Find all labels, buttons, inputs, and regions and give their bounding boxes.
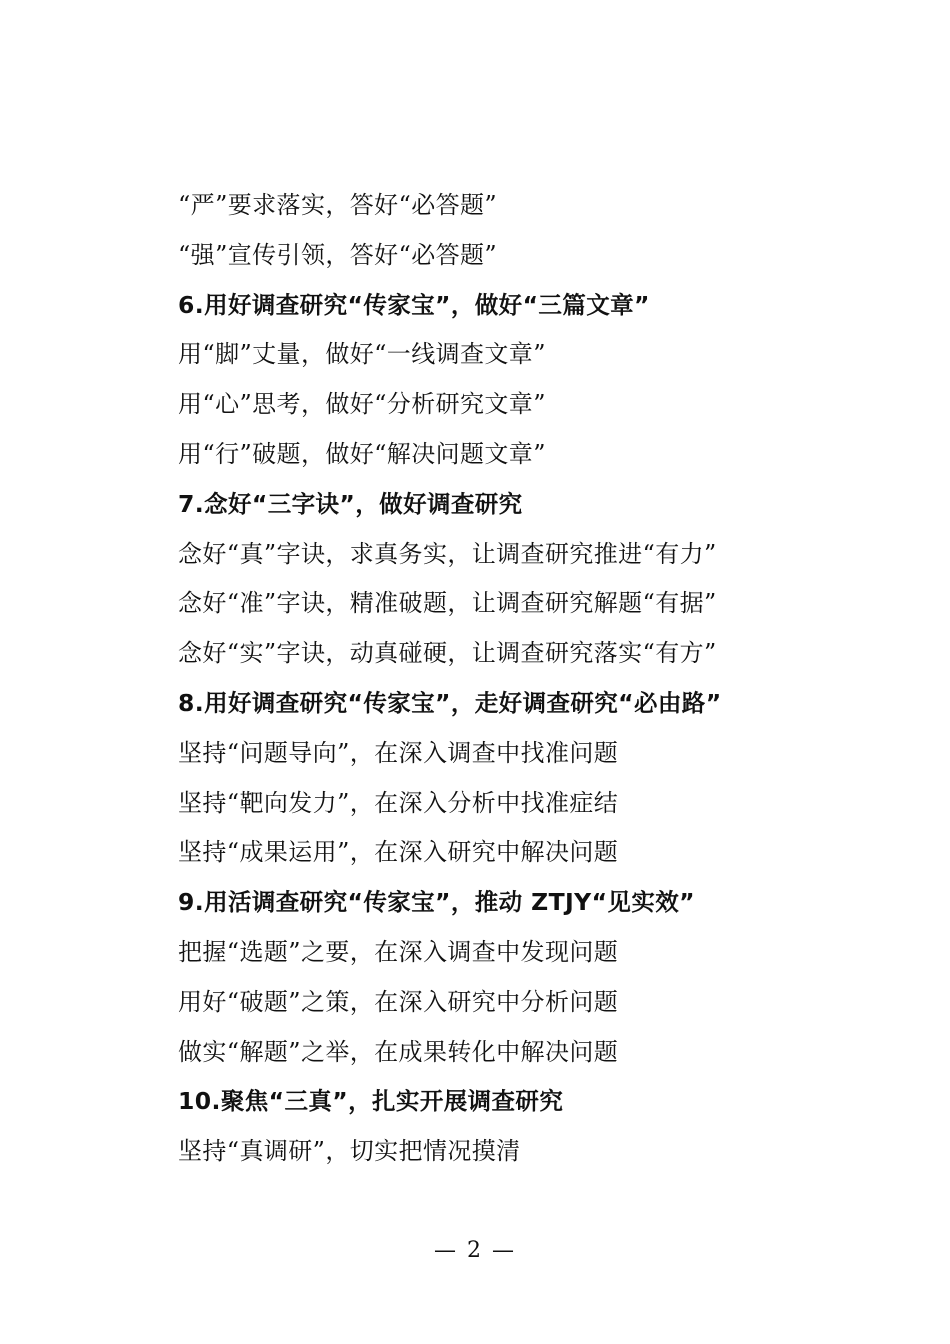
body-line: 用好“破题”之策，在深入研究中分析问题 — [178, 987, 619, 1016]
body-line: 念好“真”字诀，求真务实，让调查研究推进“有力” — [178, 539, 717, 568]
section-heading: 8.用好调查研究“传家宝”，走好调查研究“必由路” — [178, 688, 722, 717]
body-line: 把握“选题”之要，在深入调查中发现问题 — [178, 937, 619, 966]
body-line: 念好“准”字诀，精准破题，让调查研究解题“有据” — [178, 589, 717, 618]
section-heading: 9.用活调查研究“传家宝”，推动 ZTJY“见实效” — [178, 888, 695, 917]
section-heading: 10.聚焦“三真”，扎实开展调查研究 — [178, 1087, 564, 1116]
body-line: “严”要求落实，答好“必答题” — [178, 191, 498, 219]
body-line: 坚持“成果运用”，在深入研究中解决问题 — [178, 838, 619, 867]
section-heading: 6.用好调查研究“传家宝”，做好“三篇文章” — [178, 290, 650, 319]
body-line: 用“脚”丈量，做好“一线调查文章” — [178, 340, 546, 369]
body-line: 坚持“靶向发力”，在深入分析中找准症结 — [178, 788, 619, 817]
body-line: 用“行”破题，做好“解决问题文章” — [178, 439, 546, 468]
document-body — [178, 181, 818, 1177]
section-heading: 7.念好“三字诀”，做好调查研究 — [178, 489, 523, 518]
body-line: 坚持“真调研”，切实把情况摸清 — [178, 1137, 521, 1166]
body-line: 坚持“问题导向”，在深入调查中找准问题 — [178, 738, 619, 767]
body-line: 做实“解题”之举，在成果转化中解决问题 — [178, 1037, 619, 1066]
body-line: 念好“实”字诀，动真碰硬，让调查研究落实“有方” — [178, 639, 717, 668]
page-number: — 2 — — [434, 1238, 516, 1263]
body-line: 用“心”思考，做好“分析研究文章” — [178, 390, 546, 419]
body-line: “强”宣传引领，答好“必答题” — [178, 240, 498, 269]
